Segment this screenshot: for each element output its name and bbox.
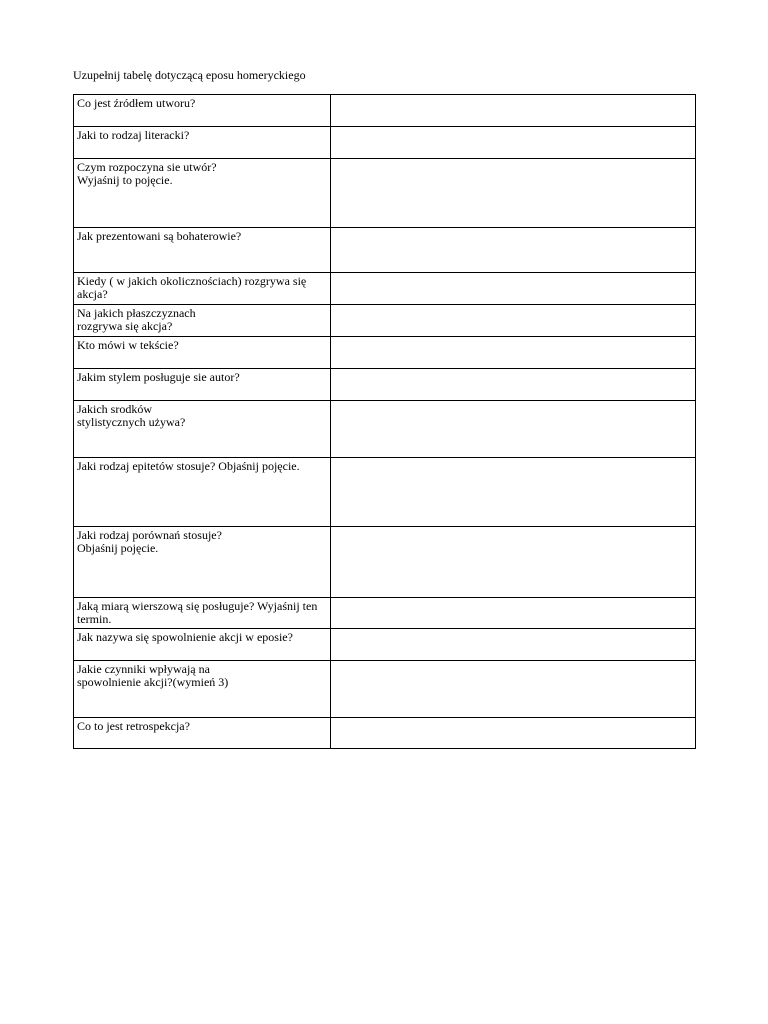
question-text: Co jest źródłem utworu? <box>77 96 196 110</box>
question-cell <box>74 228 331 273</box>
question-text: Jaki rodzaj epitetów stosuje? Objaśnij pojęcie. <box>77 459 300 473</box>
question-cell <box>74 159 331 228</box>
answer-cell[interactable] <box>331 305 696 337</box>
table-row <box>74 458 696 527</box>
question-text: Jak nazywa się spowolnienie akcji w eposie? <box>77 630 293 644</box>
question-cell <box>74 337 331 369</box>
question-cell <box>74 718 331 749</box>
question-cell <box>74 661 331 718</box>
question-text: Czym rozpoczyna sie utwór? Wyjaśnij to pojęcie. <box>77 160 217 187</box>
table-row <box>74 527 696 598</box>
question-text: Jakim stylem posługuje sie autor? <box>77 370 240 384</box>
question-text: Jaki to rodzaj literacki? <box>77 128 190 142</box>
question-text: Jakich srodków stylistycznych używa? <box>77 402 186 429</box>
question-cell <box>74 305 331 337</box>
question-text: Jaki rodzaj porównań stosuje? Objaśnij pojęcie. <box>77 528 222 555</box>
answer-cell[interactable] <box>331 273 696 305</box>
question-cell <box>74 458 331 527</box>
answer-cell[interactable] <box>331 401 696 458</box>
table-row <box>74 401 696 458</box>
answer-cell[interactable] <box>331 661 696 718</box>
question-cell <box>74 95 331 127</box>
table-row <box>74 228 696 273</box>
table-row <box>74 95 696 127</box>
question-cell <box>74 127 331 159</box>
question-text: Co to jest retrospekcja? <box>77 719 190 733</box>
table-row <box>74 718 696 749</box>
answer-cell[interactable] <box>331 527 696 598</box>
table-row <box>74 159 696 228</box>
question-cell <box>74 629 331 661</box>
question-text: Na jakich płaszczyznach rozgrywa się akcja? <box>77 306 196 333</box>
table-row <box>74 661 696 718</box>
table-row <box>74 598 696 629</box>
worksheet-table <box>73 94 696 749</box>
table-row <box>74 305 696 337</box>
page-title: Uzupełnij tabelę dotyczącą eposu homeryckiego <box>73 68 306 82</box>
answer-cell[interactable] <box>331 228 696 273</box>
answer-cell[interactable] <box>331 598 696 629</box>
answer-cell[interactable] <box>331 629 696 661</box>
answer-cell[interactable] <box>331 718 696 749</box>
table-row <box>74 273 696 305</box>
question-cell <box>74 598 331 629</box>
question-cell <box>74 527 331 598</box>
table-row <box>74 629 696 661</box>
table-row <box>74 337 696 369</box>
question-cell <box>74 369 331 401</box>
question-text: Jak prezentowani są bohaterowie? <box>77 229 242 243</box>
question-cell <box>74 273 331 305</box>
answer-cell[interactable] <box>331 127 696 159</box>
table-row <box>74 127 696 159</box>
answer-cell[interactable] <box>331 458 696 527</box>
answer-cell[interactable] <box>331 159 696 228</box>
question-text: Jaką miarą wierszową się posługuje? Wyjaśnij ten termin. <box>77 599 318 626</box>
answer-cell[interactable] <box>331 369 696 401</box>
question-text: Kiedy ( w jakich okolicznościach) rozgrywa się akcja? <box>77 274 307 301</box>
table-row <box>74 369 696 401</box>
answer-cell[interactable] <box>331 95 696 127</box>
question-cell <box>74 401 331 458</box>
question-text: Kto mówi w tekście? <box>77 338 179 352</box>
answer-cell[interactable] <box>331 337 696 369</box>
question-text: Jakie czynniki wpływają na spowolnienie akcji?(wymień 3) <box>77 662 229 689</box>
